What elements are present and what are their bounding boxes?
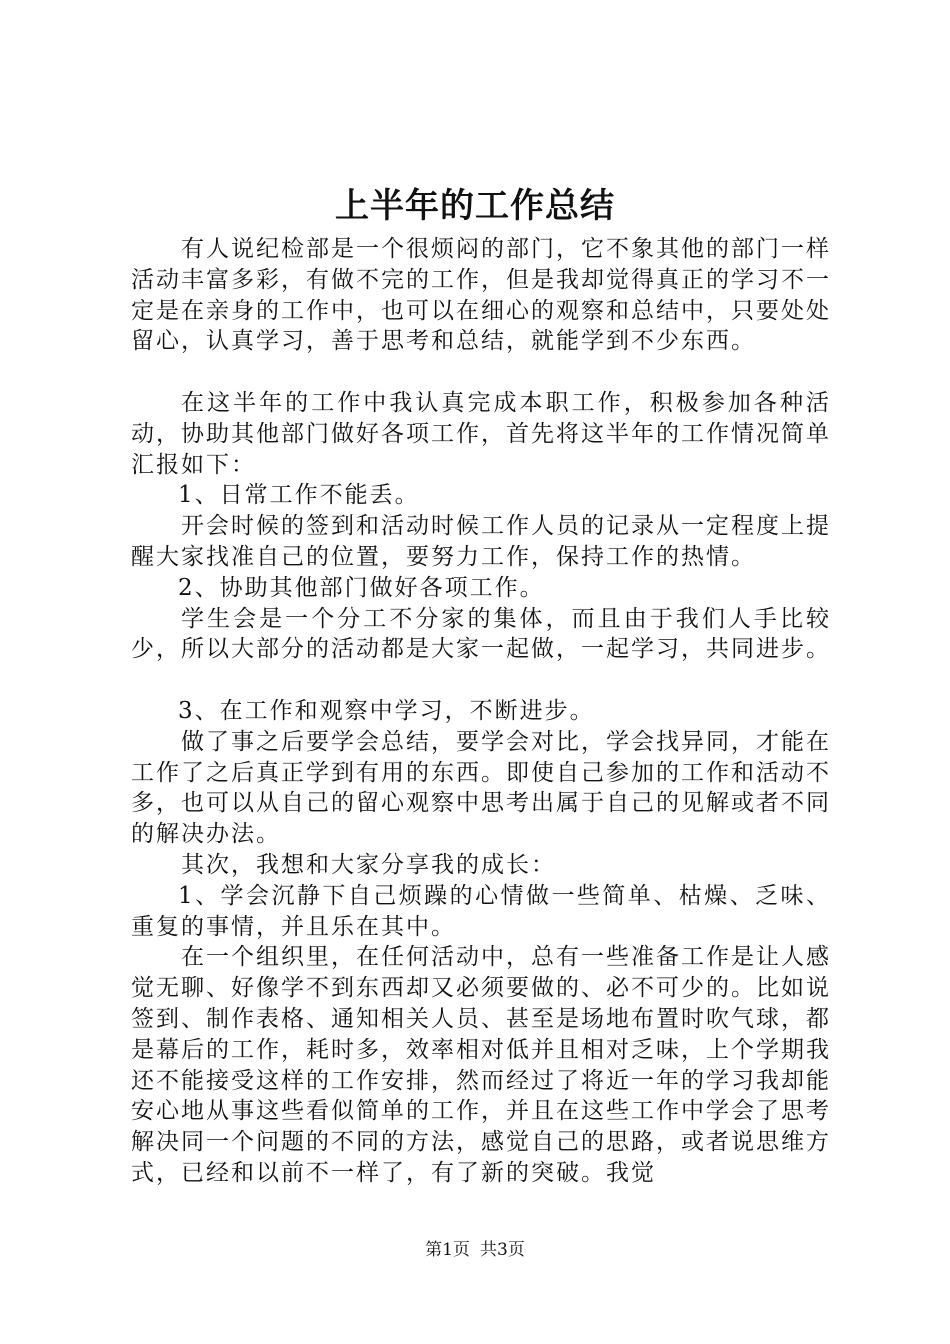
page-total: 共3页: [480, 1240, 525, 1260]
list-item-heading: 1、日常工作不能丢。: [178, 482, 420, 509]
paragraph-intro: 有人说纪检部是一个很烦闷的部门，它不象其他的部门一样活动丰富多彩，有做不完的工作，但是我却觉得真正的学习不一定是在亲身的工作中，也可以在细心的观察和总结中，只要处处留心，认真学习，善于思考和总结，就能学到不少东西。: [131, 236, 831, 355]
list-item-heading: 2、协助其他部门做好各项工作。: [178, 574, 545, 601]
paragraph-transition: 其次，我想和大家分享我的成长：: [181, 851, 556, 878]
page-footer: [0, 1238, 950, 1262]
list-item-heading: 3、在工作和观察中学习，不断进步。: [178, 697, 595, 724]
page-number: 第1页: [425, 1240, 470, 1260]
document-title: 上半年的工作总结: [335, 186, 615, 226]
list-item-heading: 1、学会沉静下自己烦躁的心情做一些简单、枯燥、乏味、重复的事情，并且乐在其中。: [131, 882, 831, 940]
document-body: [131, 234, 831, 1189]
paragraph-overview: 在这半年的工作中我认真完成本职工作，积极参加各种活动，协助其他部门做好各项工作，首先将这半年的工作情况简单汇报如下：: [131, 389, 831, 478]
paragraph: 做了事之后要学会总结，要学会对比，学会找异同，才能在工作了之后真正学到有用的东西。即使自己参加的工作和活动不多，也可以从自己的留心观察中思考出属于自己的见解或者不同的解决办法。: [131, 728, 831, 848]
paragraph: 开会时候的签到和活动时候工作人员的记录从一定程度上提醒大家找准自己的位置，要努力工作，保持工作的热情。: [131, 513, 831, 570]
paragraph: 在一个组织里，在任何活动中，总有一些准备工作是让人感觉无聊、好像学不到东西却又必须要做的、必不可少的。比如说签到、制作表格、通知相关人员、甚至是场地布置时吹气球，都是幕后的工作，耗时多，效率相对低并且相对乏味，上个学期我还不能接受这样的工作安排，然而经过了将近一年的学习我却能安心地从事这些看似简单的工作，并且在这些工作中学会了思考解决同一个问题的不同的方法，感觉自己的思路，或者说思维方式，已经和以前不一样了，有了新的突破。我觉: [131, 944, 831, 1186]
paragraph: 学生会是一个分工不分家的集体，而且由于我们人手比较少，所以大部分的活动都是大家一起做，一起学习，共同进步。: [131, 605, 831, 663]
